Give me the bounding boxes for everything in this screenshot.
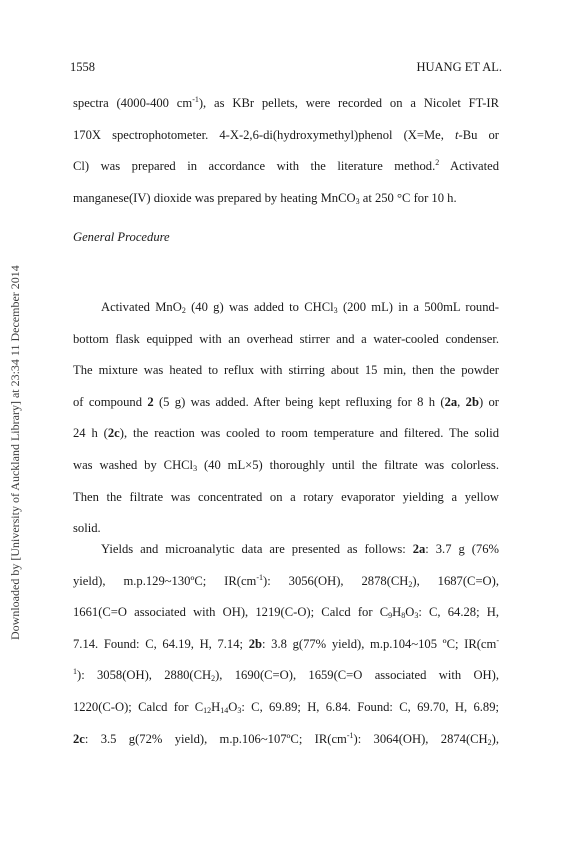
text-line: manganese(IV) dioxide was prepared by heating MnCO$_3$ at 250 °C for 10 h. [73, 190, 457, 206]
paragraph-procedure [73, 292, 499, 545]
text-line: spectra (4000-400 $cm^{-1}$), as KBr pellets, were recorded on a Nicolet FT-IR [73, 95, 499, 110]
text-line: Then the filtrate was concentrated on a rotary evaporator yielding a yellow [73, 489, 499, 504]
download-watermark: Downloaded by [University of Auckland Library] at 23:34 11 December 2014 [8, 265, 22, 640]
text-line: was washed by CHCl$_3$ (40 mL×5) thoroughly until the filtrate was colorless. [73, 457, 499, 473]
text-line: Activated MnO$_2$ (40 g) was added to CHCl$_3$ (200 mL) in a 500mL round- [101, 300, 499, 315]
text-line: solid. [73, 521, 101, 536]
page-number: 1558 [70, 60, 95, 74]
text-line: 170X spectrophotometer. 4-X-2,6-di(hydroxymethyl)phenol (X=Me, t-Bu or [73, 127, 499, 142]
text-line: 1661(C=O associated with OH), 1219(C-O); Calcd for $C_9H_8O_3$: C, 64.28; H, [73, 605, 499, 621]
section-heading: General Procedure [73, 230, 170, 244]
text-line: bottom flask equipped with an overhead stirrer and a water-cooled condenser. [73, 331, 499, 346]
text-line: 24 h (2c), the reaction was cooled to room temperature and filtered. The solid [73, 426, 499, 441]
text-line: Cl) was prepared in accordance with the literature method.$^2$ Activated [73, 158, 499, 174]
text-line: of compound 2 (5 g) was added. After being kept refluxing for 8 h (2a, 2b) or [73, 394, 499, 409]
paragraph-spectra [73, 88, 499, 214]
text-line: The mixture was heated to reflux with stirring about 15 min, then the powder [73, 363, 499, 378]
text-line: 1220(C-O); Calcd for $C_{12}H_{14}O_3$: C, 69.89; H, 6.84. Found: C, 69.70, H, 6.89; [73, 699, 499, 715]
text-line: Yields and microanalytic data are presented as follows: 2a: 3.7 g (76% [101, 542, 499, 556]
running-header [70, 60, 502, 76]
text-line: 7.14. Found: C, 64.19, H, 7.14; 2b: 3.8 g(77% yield), m.p.104~105 ºC; IR(cm- [73, 635, 499, 651]
text-line: yield), m.p.129~130ºC; $IR(cm^{-1})$: 3056(OH), $2878(CH_2)$, 1687(C=O), [73, 572, 499, 589]
text-line: 2c: 3.5 g(72% yield), m.p.106~107ºC; $IR(cm^{-1})$: 3064(OH), $2874(CH_2)$, [73, 730, 499, 747]
running-author: HUANG ET AL. [416, 60, 502, 74]
paragraph-yields [73, 534, 499, 755]
text-line: $^1$): 3058(OH), $2880(CH_2)$, 1690(C=O), 1659(C=O associated with OH), [73, 667, 499, 684]
